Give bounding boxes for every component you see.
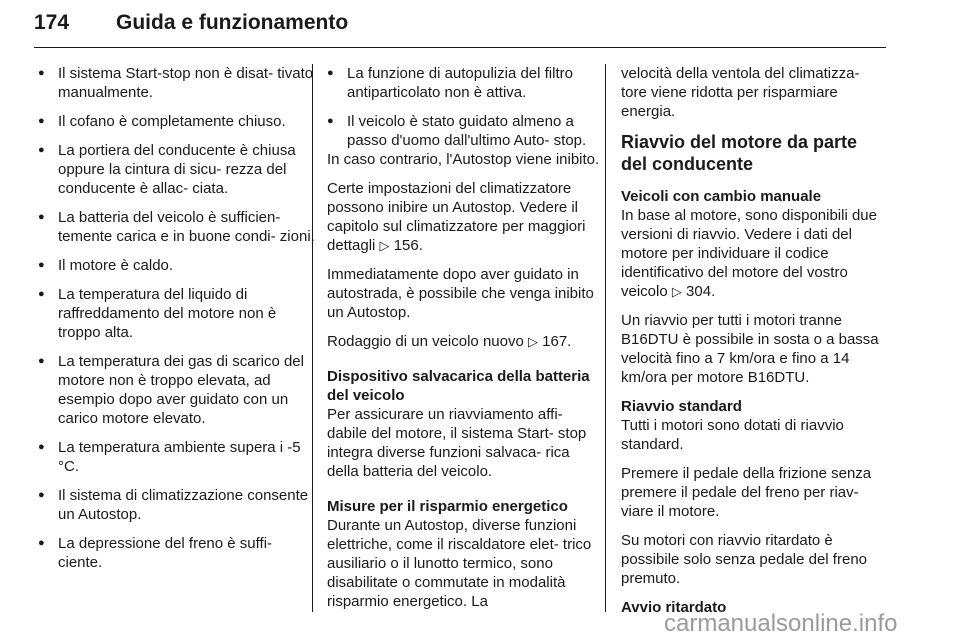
paragraph: In caso contrario, l'Autostop viene inibito. — [327, 151, 600, 168]
list-item: ● La temperatura del liquido di raffreddamento del motore non è troppo alta. — [38, 285, 316, 342]
list-item: ● Il veicolo è stato guidato almeno a passo d'uomo dall'ultimo Auto- stop. — [327, 112, 605, 150]
bullet-list — [38, 64, 316, 572]
page-ref-icon: ▷ — [379, 238, 390, 253]
list-item: ● Il sistema di climatizzazione consente un Autostop. — [38, 486, 316, 524]
watermark: carmanualsonline.info — [664, 610, 898, 637]
paragraph: Certe impostazioni del climatizzatore possono inibire un Autostop. Vedere il capitolo sul climatizzatore per maggiori dettagli ▷ 156. — [327, 180, 586, 254]
list-item: ● Il sistema Start-stop non è disat- tivato manualmente. — [38, 64, 316, 102]
subheading: Veicoli con cambio manuale — [621, 188, 822, 205]
bullet-list — [327, 64, 605, 150]
page-ref-link[interactable]: 156. — [393, 237, 423, 254]
subheading: Dispositivo salvacarica della batteria del veicolo — [327, 368, 590, 404]
paragraph: In base al motore, sono disponibili due versioni di riavvio. Vedere i dati del motore per individuare il codice identificativo del motore del vostro veicolo ▷ 304. — [621, 207, 877, 300]
paragraph: velocità della ventola del climatizza- tore viene ridotta per risparmiare energia. — [621, 65, 860, 120]
page-header — [34, 11, 926, 51]
paragraph: Durante un Autostop, diverse funzioni elettriche, come il riscaldatore elet- trico ausiliario o il lunotto termico, sono disabilitate o commutate in modalità risparmio energetico. La — [327, 517, 592, 610]
paragraph: Rodaggio di un veicolo nuovo ▷ 167. — [327, 333, 572, 350]
subheading: Avvio ritardato — [621, 599, 727, 616]
column-2 — [327, 64, 605, 621]
subheading: Misure per il risparmio energetico — [327, 498, 568, 515]
column-3 — [621, 64, 887, 617]
paragraph: Premere il pedale della frizione senza premere il pedale del freno per riav- viare il motore. — [621, 465, 872, 520]
list-item: ● La portiera del conducente è chiusa oppure la cintura di sicu- rezza del conducente è allac- ciata. — [38, 141, 316, 198]
column-divider — [605, 64, 606, 612]
list-item: ● Il cofano è completamente chiuso. — [38, 112, 316, 131]
subheading: Riavvio standard — [621, 398, 742, 415]
paragraph: Immediatamente dopo aver guidato in autostrada, è possibile che venga inibito un Autostop. — [327, 266, 594, 321]
page-ref-icon: ▷ — [527, 334, 538, 349]
paragraph: Su motori con riavvio ritardato è possibile solo senza pedale del freno premuto. — [621, 532, 867, 587]
page-ref-link[interactable]: 304. — [686, 283, 716, 300]
list-item: ● La temperatura ambiente supera i -5 °C. — [38, 438, 316, 476]
header-rule — [34, 47, 886, 48]
list-item: ● La depressione del freno è suffi- ciente. — [38, 534, 316, 572]
section-heading: Riavvio del motore da parte del conducente — [621, 132, 858, 174]
list-item: ● La temperatura dei gas di scarico del motore non è troppo elevata, ad esempio dopo aver guidato con un carico motore elevato. — [38, 352, 316, 428]
paragraph: Per assicurare un riavviamento affi- dabile del motore, il sistema Start- stop integra diverse funzioni salvaca- rica della batteria del veicolo. — [327, 406, 587, 480]
list-item: ● La batteria del veicolo è sufficien- temente carica e in buone condi- zioni. — [38, 208, 316, 246]
paragraph: Un riavvio per tutti i motori tranne B16DTU è possibile in sosta o a bassa velocità fino a 7 km/ora e fino a 14 km/ora per motore B16DTU. — [621, 312, 879, 386]
page-ref-icon: ▷ — [671, 284, 682, 299]
paragraph: Tutti i motori sono dotati di riavvio standard. — [621, 417, 844, 453]
list-item: ● Il motore è caldo. — [38, 256, 316, 275]
running-title: Guida e funzionamento — [116, 11, 349, 34]
column-1 — [38, 64, 316, 582]
list-item: ● La funzione di autopulizia del filtro antiparticolato non è attiva. — [327, 64, 605, 102]
page-ref-link[interactable]: 167. — [542, 333, 572, 350]
page-number: 174 — [34, 11, 70, 34]
